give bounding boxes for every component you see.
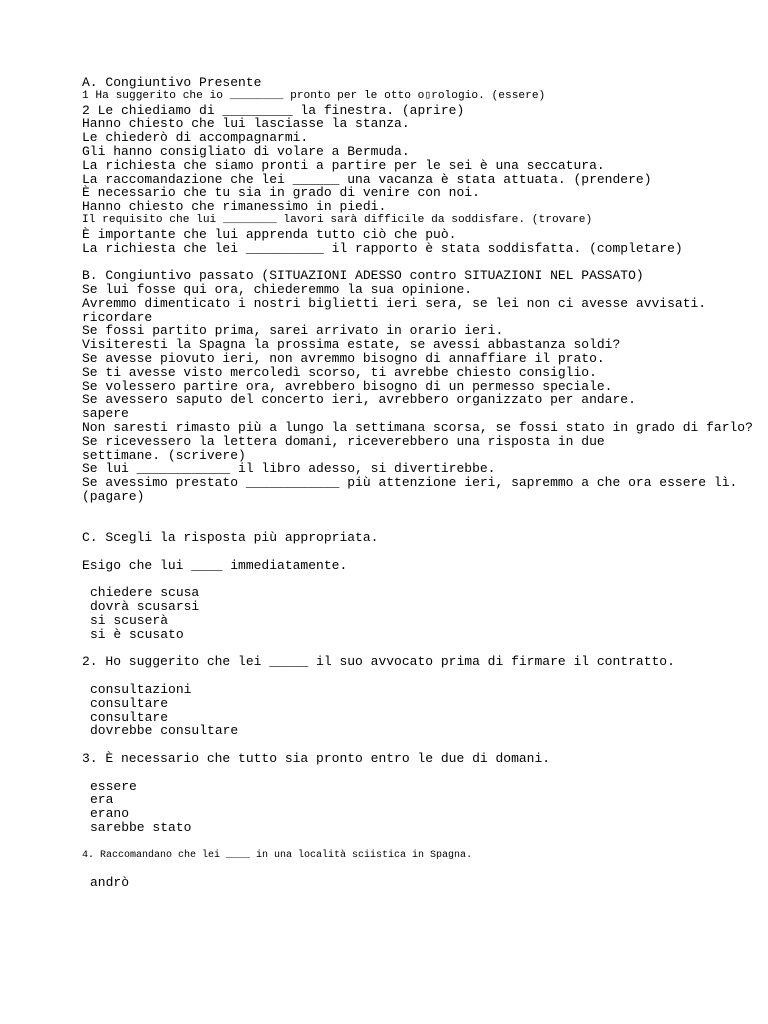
- section-a-line-7: La raccomandazione che lei ______ una vacanza è stata attuata. (prendere): [82, 171, 652, 187]
- question-3: 3. È necessario che tutto sia pronto entro le due di domani.: [82, 751, 551, 767]
- section-b-line-12: Se ricevessero la lettera domani, riceverebbero una risposta in due: [82, 433, 605, 449]
- section-a-line-6: La richiesta che siamo pronti a partire per le sei è una seccatura.: [82, 157, 605, 173]
- q1-option-4[interactable]: si è scusato: [90, 626, 184, 642]
- section-b-line-14: Se lui ____________ il libro adesso, si divertirebbe.: [82, 461, 496, 477]
- section-b-line-8: Se volessero partire ora, avrebbero bisogno di un permesso speciale.: [82, 378, 613, 394]
- spacer: [82, 669, 762, 683]
- section-c-heading: C. Scegli la risposta più appropriata.: [82, 530, 379, 546]
- section-b-line-11: Non saresti rimasto più a lungo la settimana scorsa, se fossi stato in grado di farlo?: [82, 419, 753, 435]
- q3-option-2[interactable]: era: [90, 792, 114, 808]
- section-a-line-2: 2 Le chiediamo di _________ la finestra. (aprire): [82, 102, 465, 118]
- section-b-line-9: Se avessero saputo del concerto ieri, avrebbero organizzato per andare.: [82, 392, 636, 408]
- q3-option-4[interactable]: sarebbe stato: [90, 820, 192, 836]
- section-a-line-9: Hanno chiesto che rimanessimo in piedi.: [82, 199, 387, 215]
- question-1: Esigo che lui ____ immediatamente.: [82, 557, 348, 573]
- section-b-line-5: Visiteresti la Spagna la prossima estate, se avessi abbastanza soldi?: [82, 337, 621, 353]
- section-a-line-10: Il requisito che lui ________ lavori sarà difficile da soddisfare. (trovare): [82, 213, 593, 226]
- section-b-line-15: Se avessimo prestato ____________ più attenzione ieri, sapremmo a che ora essere lì.: [82, 475, 738, 491]
- q4-option-1[interactable]: andrò: [90, 875, 130, 891]
- section-a-line-1: 1 Ha suggerito che io ________ pronto per le otto o▯rologio. (essere): [82, 89, 546, 102]
- section-b-line-3: ricordare: [82, 309, 153, 325]
- section-a-line-3: Hanno chiesto che lui lasciasse la stanza.: [82, 116, 410, 132]
- q1-option-2[interactable]: dovrà scusarsi: [90, 599, 200, 615]
- spacer: [82, 642, 762, 656]
- section-b-line-13: settimane. (scrivere): [82, 447, 246, 463]
- section-a-line-11: È importante che lui apprenda tutto ciò che può.: [82, 226, 457, 242]
- section-b-line-2: Avremmo dimenticato i nostri biglietti ieri sera, se lei non ci avesse avvisati.: [82, 295, 707, 311]
- section-b-line-7: Se ti avesse visto mercoledì scorso, ti avrebbe chiesto consiglio.: [82, 364, 597, 380]
- section-b-line-6: Se avesse piovuto ieri, non avremmo bisogno di annaffiare il prato.: [82, 350, 605, 366]
- q2-option-1[interactable]: consultazioni: [90, 682, 192, 698]
- q1-option-1[interactable]: chiedere scusa: [90, 585, 200, 601]
- spacer: [82, 573, 762, 587]
- spacer: [82, 738, 762, 752]
- spacer: [82, 862, 762, 876]
- section-b-heading: B. Congiuntivo passato (SITUAZIONI ADESSO contro SITUAZIONI NEL PASSATO): [82, 268, 644, 284]
- document-page: [82, 76, 762, 890]
- section-a-line-4: Le chiederò di accompagnarmi.: [82, 130, 309, 146]
- question-4: 4. Raccomandano che lei ____ in una località sciistica in Spagna.: [82, 849, 473, 861]
- q2-option-4[interactable]: dovrebbe consultare: [90, 723, 239, 739]
- spacer: [82, 766, 762, 780]
- q2-option-3[interactable]: consultare: [90, 709, 169, 725]
- section-a-line-8: È necessario che tu sia in grado di venire con noi.: [82, 185, 480, 201]
- section-b-line-10: sapere: [82, 406, 129, 422]
- section-a-line-5: Gli hanno consigliato di volare a Bermuda.: [82, 143, 410, 159]
- section-a-line-12: La richiesta che lei __________ il rapporto è stata soddisfatta. (completare): [82, 240, 683, 256]
- spacer: [82, 255, 762, 269]
- q2-option-2[interactable]: consultare: [90, 695, 169, 711]
- q3-option-1[interactable]: essere: [90, 778, 137, 794]
- q1-option-3[interactable]: si scuserà: [90, 613, 169, 629]
- section-b-line-4: Se fossi partito prima, sarei arrivato in orario ieri.: [82, 323, 504, 339]
- section-b-line-16: (pagare): [82, 488, 145, 504]
- spacer: [82, 504, 762, 532]
- spacer: [82, 835, 762, 849]
- spacer: [82, 545, 762, 559]
- section-b-line-1: Se lui fosse qui ora, chiederemmo la sua opinione.: [82, 281, 473, 297]
- section-a-heading: A. Congiuntivo Presente: [82, 75, 262, 90]
- question-2: 2. Ho suggerito che lei _____ il suo avvocato prima di firmare il contratto.: [82, 654, 675, 670]
- q3-option-3[interactable]: erano: [90, 806, 130, 822]
